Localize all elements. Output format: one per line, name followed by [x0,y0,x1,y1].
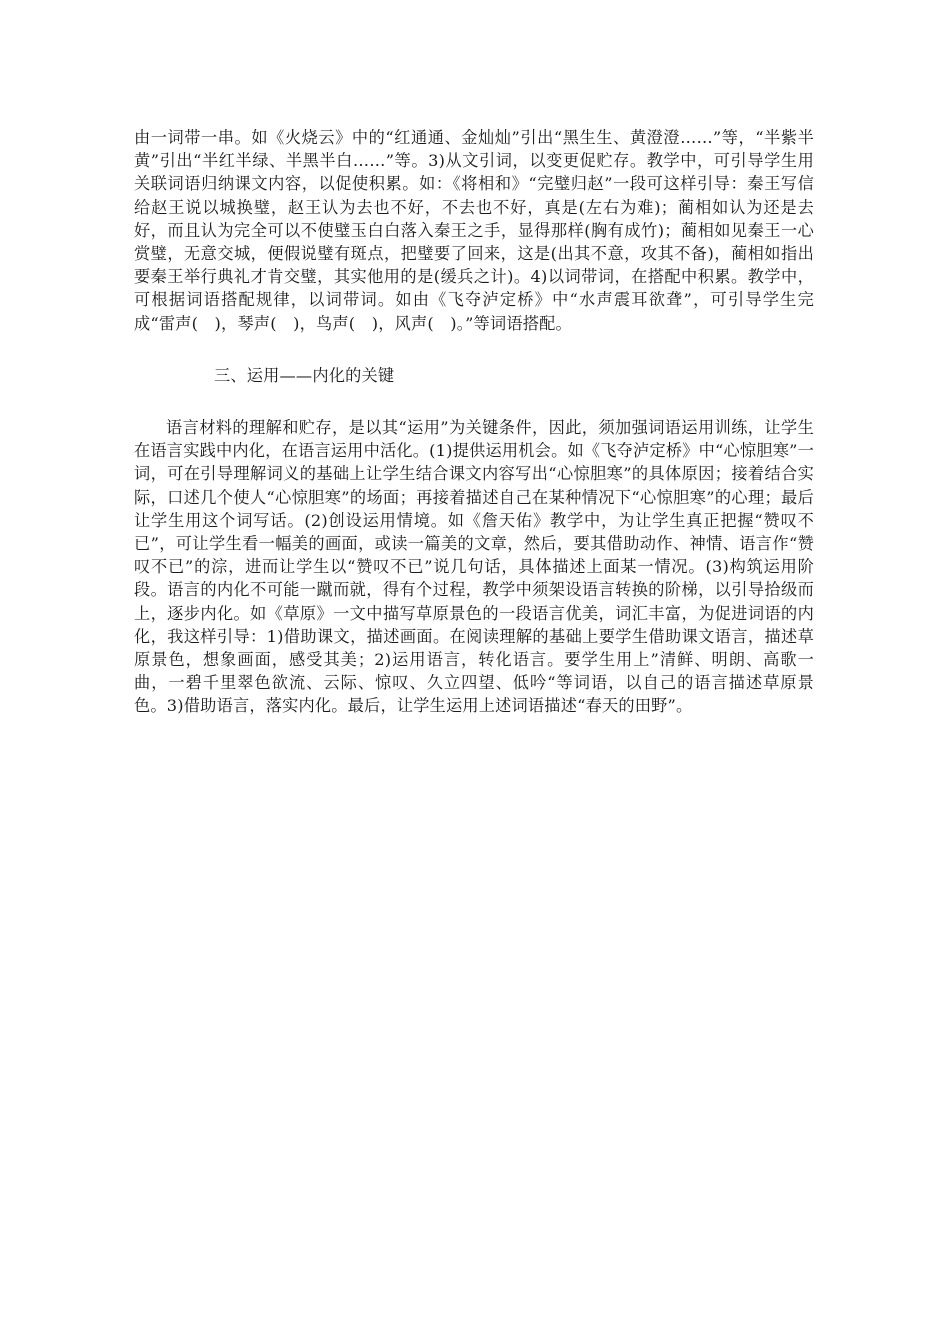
document-body [134,126,814,718]
section-heading: 三、运用——内化的关键 [214,365,395,385]
body-paragraph-2: 语言材料的理解和贮存，是以其“运用”为关键条件，因此，须加强词语运用训练，让学生在语言实践中内化，在语言运用中活化。(1)提供运用机会。如《飞夺泸定桥》中“心惊胆寒”一词，可在引导理解词义的基础上让学生结合课文内容写出“心惊胆寒”的具体原因；接着结合实际，口述几个使人“心惊胆寒”的场面；再接着描述自己在某种情况下“心惊胆寒”的心理；最后让学生用这个词写话。(2)创设运用情境。如《詹天佑》教学中，为让学生真正把握“赞叹不已”，可让学生看一幅美的画面，或读一篇美的文章，然后，要其借助动作、神情、语言作“赞叹不已”的淙，进而让学生以“赞叹不已”说几句话，具体描述上面某一情况。(3)构筑运用阶段。语言的内化不可能一蹴而就，得有个过程，教学中须架设语言转换的阶梯，以引导拾级而上，逐步内化。如《草原》一文中描写草原景色的一段语言优美，词汇丰富，为促进词语的内化，我这样引导：1)借助课文，描述画面。在阅读理解的基础上要学生借助课文语言，描述草原景色，想象画面，感受其美；2)运用语言，转化语言。要学生用上”清鲜、明朗、高歌一曲，一碧千里翠色欲流、云际、惊叹、久立四望、低吟“等词语，以自己的语言描述草原景色。3)借助语言，落实内化。最后，让学生运用上述词语描述“春天的田野”。 [134,418,814,716]
body-paragraph-1: 由一词带一串。如《火烧云》中的“红通通、金灿灿”引出“黑生生、黄澄澄……”等，“半紫半黄”引出“半红半绿、半黑半白……”等。3)从文引词，以变更促贮存。教学中，可引导学生用关联词语归纳课文内容，以促使积累。如：《将相和》“完璧归赵”一段可这样引导：秦王写信给赵王说以城换璧，赵王认为去也不好，不去也不好，真是(左右为难)；蔺相如认为还是去好，而且认为完全可以不使璧玉白白落入秦王之手，显得那样(胸有成竹)；蔺相如见秦王一心赏璧，无意交城，便假说璧有斑点，把璧要了回来，这是(出其不意，攻其不备)，蔺相如指出要秦王举行典礼才肯交璧，其实他用的是(缓兵之计)。4)以词带词，在搭配中积累。教学中，可根据词语搭配规律，以词带词。如由《飞夺泸定桥》中“水声震耳欲聋”，可引导学生完成“雷声( )，琴声( )，鸟声( )，风声( )。”等词语搭配。 [134,128,814,333]
